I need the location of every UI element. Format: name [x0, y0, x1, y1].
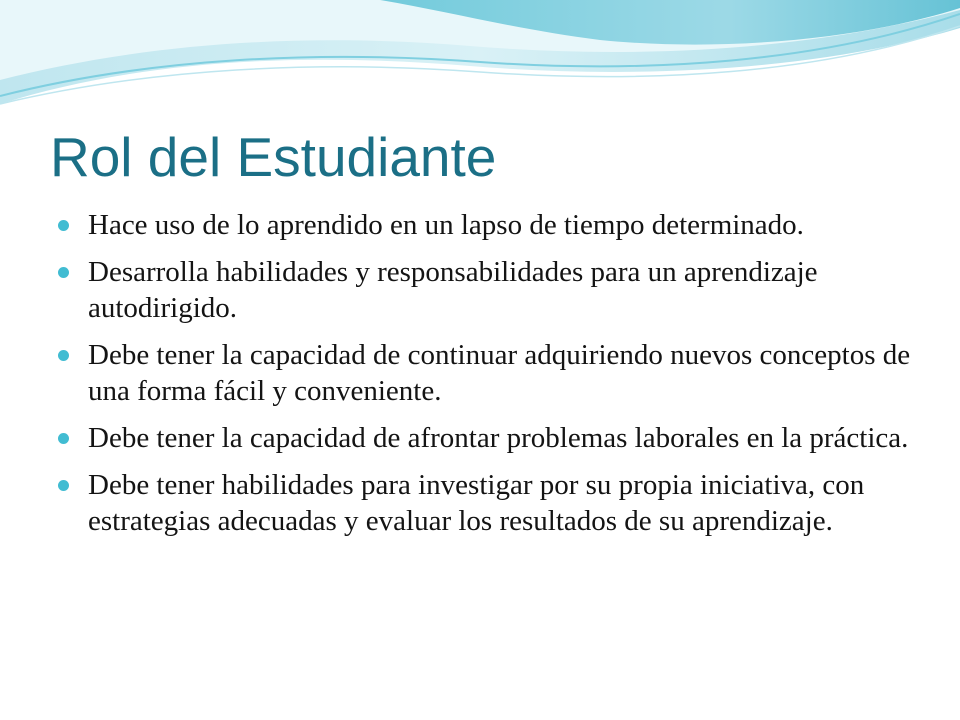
- bullet-dot-icon: [58, 267, 69, 278]
- bullet-list: [58, 207, 918, 550]
- bullet-dot-icon: [58, 480, 69, 491]
- bullet-text: Debe tener habilidades para investigar por su propia iniciativa, con estrategias adecuadas y evaluar los resultados de su aprendizaje.: [88, 469, 865, 537]
- bullet-text: Debe tener la capacidad de afrontar problemas laborales en la práctica.: [88, 422, 909, 454]
- bullet-dot-icon: [58, 433, 69, 444]
- bullet-text: Debe tener la capacidad de continuar adquiriendo nuevos conceptos de una forma fácil y conveniente.: [88, 339, 911, 407]
- bullet-dot-icon: [58, 220, 69, 231]
- bullet-dot-icon: [58, 350, 69, 361]
- bullet-text: Hace uso de lo aprendido en un lapso de tiempo determinado.: [88, 209, 804, 241]
- slide-title: Rol del Estudiante: [50, 126, 497, 188]
- bullet-item: [58, 420, 918, 456]
- bullet-item: [58, 254, 918, 326]
- bullet-item: [58, 337, 918, 409]
- header-wave-decoration: [0, 0, 960, 120]
- bullet-item: [58, 467, 918, 539]
- bullet-item: [58, 207, 918, 243]
- bullet-text: Desarrolla habilidades y responsabilidades para un aprendizaje autodirigido.: [88, 256, 818, 324]
